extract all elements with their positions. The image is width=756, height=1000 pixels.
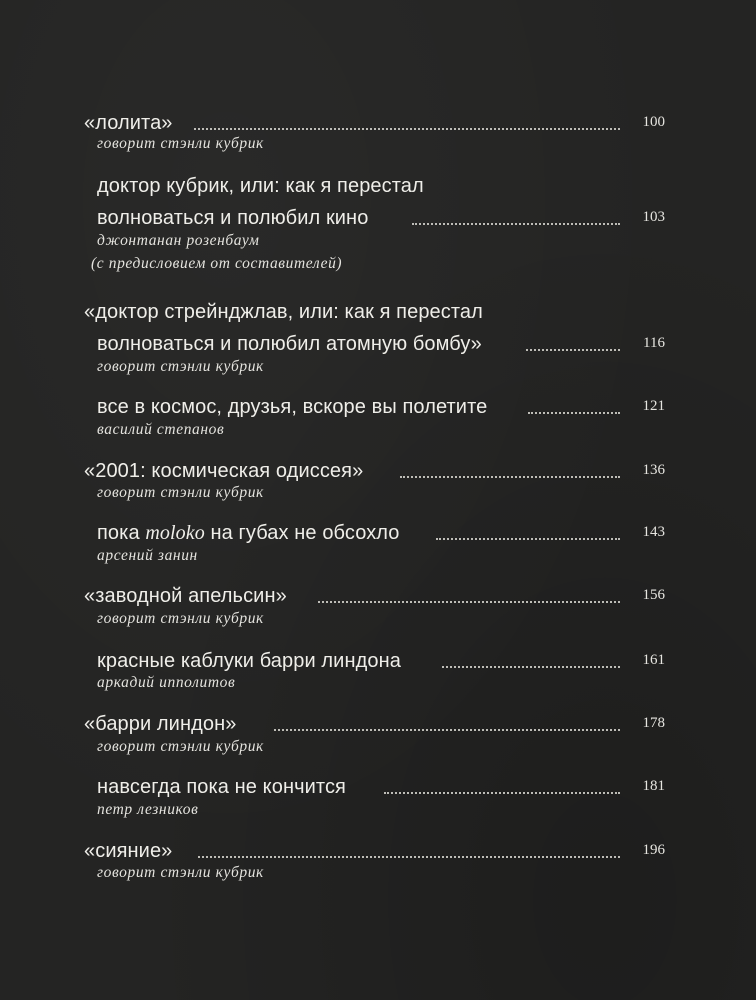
toc-title-line — [84, 580, 287, 608]
toc-author: говорит стэнли кубрик — [97, 864, 264, 881]
toc-title-post: на губах не обсохло — [204, 522, 400, 544]
page-number: 143 — [642, 524, 665, 540]
toc-title: «2001: космическая одиссея» — [84, 460, 364, 482]
toc-title-line — [84, 107, 173, 135]
page-number: 100 — [642, 114, 665, 130]
toc-title: волноваться и полюбил кино — [97, 207, 369, 229]
toc-title: «барри линдон» — [84, 713, 237, 735]
dot-leader — [526, 347, 620, 351]
toc-author: петр лезников — [97, 801, 199, 818]
toc-title-line — [97, 391, 487, 419]
toc-title-line — [84, 455, 363, 483]
toc-title: «заводной апельсин» — [84, 585, 287, 607]
toc-author: говорит стэнли кубрик — [97, 135, 264, 152]
page-number: 196 — [642, 842, 665, 858]
page-number: 161 — [642, 652, 665, 668]
toc-author: арсений занин — [97, 547, 198, 564]
dot-leader — [198, 854, 620, 858]
dot-leader — [274, 727, 620, 731]
toc-title: красные каблуки барри линдона — [97, 650, 401, 672]
toc-author-note: (с предисловием от составителей) — [91, 255, 343, 272]
page-number: 178 — [642, 715, 665, 731]
dot-leader — [442, 664, 620, 668]
toc-title: доктор кубрик, или: как я перестал — [97, 175, 424, 197]
toc-title: навсегда пока не кончится — [97, 776, 346, 798]
dot-leader — [318, 599, 620, 603]
toc-title: «лолита» — [84, 112, 173, 134]
toc-title-line — [97, 202, 368, 230]
toc-title-line — [84, 708, 236, 736]
toc-title-line — [97, 328, 482, 356]
toc-title: «доктор стрейнджлав, или: как я перестал — [84, 301, 483, 323]
toc-title-line — [84, 835, 172, 863]
toc-author: говорит стэнли кубрик — [97, 610, 264, 627]
dot-leader — [436, 536, 620, 540]
dot-leader — [400, 474, 620, 478]
toc-author: джонтанан розенбаум — [97, 232, 260, 249]
dot-leader — [528, 410, 620, 414]
toc-author: говорит стэнли кубрик — [97, 738, 264, 755]
dot-leader — [194, 126, 620, 130]
page-number: 181 — [642, 778, 665, 794]
dot-leader — [412, 221, 620, 225]
toc-title-line — [97, 517, 400, 545]
toc-title-line — [97, 645, 401, 673]
toc-title-line — [97, 170, 424, 198]
page-number: 116 — [643, 335, 665, 351]
page-number: 156 — [642, 587, 665, 603]
toc-author: аркадий ипполитов — [97, 674, 236, 691]
toc-title: все в космос, друзья, вскоре вы полетите — [97, 396, 488, 418]
toc-title: волноваться и полюбил атомную бомбу» — [97, 333, 482, 355]
page-number: 121 — [642, 398, 665, 414]
toc-author: говорит стэнли кубрик — [97, 484, 264, 501]
page-number: 103 — [642, 209, 665, 225]
dot-leader — [384, 790, 620, 794]
toc-title-line — [84, 296, 483, 324]
toc-author: василий степанов — [97, 421, 225, 438]
toc-title-pre: пока — [97, 522, 146, 544]
toc-author: говорит стэнли кубрик — [97, 358, 264, 375]
toc-title-line — [97, 771, 346, 799]
toc-title: «сияние» — [84, 840, 173, 862]
page-number: 136 — [642, 462, 665, 478]
toc-title-italic: moloko — [145, 522, 205, 544]
